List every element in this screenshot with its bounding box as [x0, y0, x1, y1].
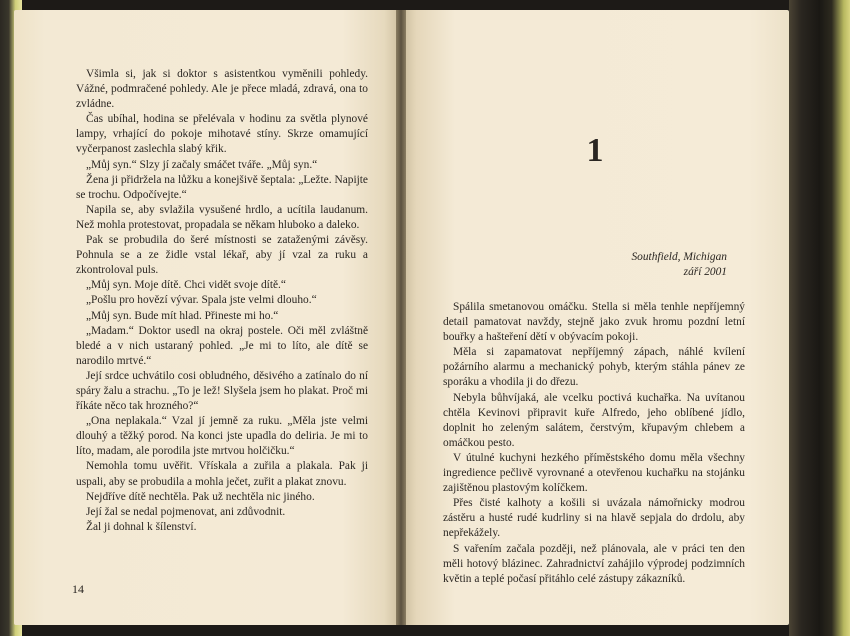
paragraph: V útulné kuchyni hezkého příměstského domu měla všechny ingredience pečlivě vyrovnané a otevřenou kuchařku na stojánku zajištěnou plastovým kolíčkem.: [443, 451, 745, 495]
paragraph: Nemohla tomu uvěřit. Vřískala a zuřila a plakala. Pak ji uspali, aby se probudila a mohla ječet, zuřit a plakat znovu.: [76, 460, 368, 488]
paragraph: „Ona neplakala.“ Vzal jí jemně za ruku. „Měla jste velmi dlouhý a těžký porod. Na konci jste upadla do deliria. Je mi to líto, madam, ale porodila jste mrtvou holčičku.“: [76, 415, 368, 458]
paragraph: Měla si zapamatovat nepříjemný zápach, náhlé kvílení požárního alarmu a mechanický pohyb, kterým stáhla pánev ze sporáku a vhodila ji do dřezu.: [443, 346, 745, 389]
paragraph: „Madam.“ Doktor usedl na okraj postele. Oči měl zvláštně bledé a v nich ustaraný pohled. „Je mi to líto, ale dítě se narodilo mrtvé.“: [76, 324, 368, 367]
paragraph: Její žal se nedal pojmenovat, ani zdůvodnit.: [86, 505, 286, 518]
paragraph: „Můj syn. Bude mít hlad. Přineste mi ho.“: [86, 309, 279, 322]
paragraph: S vařením začala později, než plánovala, ale v práci ten den měli hotový blázinec. Zahradnictví zahájilo výprodej podzimních květin a teplé počasí přitáhlo celé zástupy zákazníků.: [443, 542, 745, 585]
paragraph: Přes čisté kalhoty a košili si uvázala námořnicky modrou zástěru a husté rudé kudrliny si na hlavě sepjala do drdolu, aby nepřekážely.: [443, 497, 745, 540]
book-edge-right: [789, 0, 850, 636]
paragraph: Žena ji přidržela na lůžku a konejšivě šeptala: „Ležte. Napijte se trochu. Odpočívejte.“: [76, 173, 368, 201]
paragraph: Pak se probudila do šeré místnosti se zataženými závěsy. Pohnula se a ze židle vstal lékař, aby jí vzal za ruku a zkontroloval puls.: [76, 234, 368, 277]
paragraph: „Můj syn. Moje dítě. Chci vidět svoje dítě.“: [86, 279, 286, 292]
dateline-date: září 2001: [683, 266, 727, 278]
paragraph: „Pošlu pro hovězí vývar. Spala jste velmi dlouho.“: [86, 294, 317, 307]
paragraph: Napila se, aby svlažila vysušené hrdlo, a ucítila laudanum. Než mohla protestovat, propadala se někam hluboko a daleko.: [76, 203, 368, 231]
paragraph: Žal ji dohnal k šílenství.: [86, 520, 197, 533]
chapter-number: 1: [586, 132, 604, 169]
book-gutter: [396, 10, 406, 625]
right-page: [401, 10, 789, 625]
page-number: 14: [72, 582, 84, 596]
paragraph: Nebyla bůhvíjaká, ale vcelku poctivá kuchařka. Na uvítanou chtěla Kevinovi připravit kuře Alfredo, jeho oblíbené jídlo, doplnit ho zeleným salátem, čerstvým, křupavým chlebem a omáčkou pesto.: [443, 391, 745, 449]
paragraph: „Můj syn.“ Slzy jí začaly smáčet tváře. „Můj syn.“: [86, 158, 318, 171]
left-page-text: [76, 67, 368, 535]
right-page-text: [443, 300, 745, 587]
paragraph: Čas ubíhal, hodina se přelévala v hodinu za světla plynové lampy, vrhající do pokoje mihotavé stíny. Skrze omamující vyčerpanost zaslechla slabý křik.: [76, 113, 368, 156]
dateline-place: Southfield, Michigan: [631, 251, 727, 263]
paragraph: Její srdce uchvátilo cosi obludného, děsivého a zatínalo do ní spáry žalu a strachu. „To je lež! Slyšela jsem ho plakat. Proč mi říkáte něco tak hrozného?“: [76, 369, 368, 413]
paragraph: Nejdříve dítě nechtěla. Pak už nechtěla nic jiného.: [86, 490, 315, 503]
paragraph: Spálila smetanovou omáčku. Stella si měla tenhle nepříjemný detail pamatovat navždy, stejně jako zvuk hromu pozdní letní bouřky a hašteření dětí v obývacím pokoji.: [443, 301, 745, 344]
left-page: [14, 10, 400, 625]
paragraph: Všimla si, jak si doktor s asistentkou vyměnili pohledy. Vážné, podmračené pohledy. Ale je přece mladá, zdravá, ona to zvládne.: [76, 68, 368, 111]
dateline: [631, 250, 727, 280]
